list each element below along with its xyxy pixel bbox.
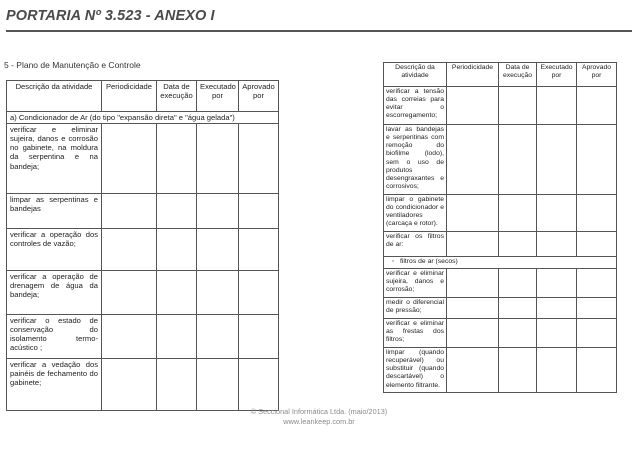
cell-approved-by[interactable]: [577, 195, 617, 232]
col-header-execution-date: Data de execução: [499, 63, 537, 87]
table-row: [7, 359, 279, 411]
cell-periodicity[interactable]: [102, 359, 157, 411]
cell-approved-by[interactable]: [239, 229, 279, 271]
cell-approved-by[interactable]: [239, 194, 279, 229]
page-title: PORTARIA Nº 3.523 - ANEXO I: [6, 8, 215, 24]
title-divider: [6, 30, 632, 32]
table-row: [384, 319, 617, 348]
cell-approved-by[interactable]: [577, 298, 617, 319]
table-row: [384, 298, 617, 319]
subsection-row: [384, 257, 617, 269]
cell-execution-date[interactable]: [157, 315, 197, 359]
col-header-periodicity: Periodicidade: [102, 81, 157, 112]
maintenance-table-right: [383, 62, 617, 393]
subsection-label: a) Condicionador de Ar (do tipo "expansão direta" e "água gelada"): [7, 112, 279, 124]
table-header-row: [384, 63, 617, 87]
cell-executed-by[interactable]: [537, 125, 577, 195]
cell-approved-by[interactable]: [577, 125, 617, 195]
cell-periodicity[interactable]: [447, 125, 499, 195]
cell-executed-by[interactable]: [197, 229, 239, 271]
cell-execution-date[interactable]: [499, 87, 537, 125]
table-row: [7, 271, 279, 315]
subsection-label: filtros de ar (secos): [400, 258, 458, 265]
cell-periodicity[interactable]: [447, 348, 499, 393]
cell-execution-date[interactable]: [157, 359, 197, 411]
cell-executed-by[interactable]: [537, 298, 577, 319]
section-title: 5 - Plano de Manutenção e Controle: [4, 60, 141, 70]
table-row: [384, 125, 617, 195]
table-row: [384, 87, 617, 125]
cell-periodicity[interactable]: [102, 124, 157, 194]
table-row: [7, 194, 279, 229]
cell-approved-by[interactable]: [577, 269, 617, 298]
table-row: [384, 269, 617, 298]
cell-execution-date[interactable]: [157, 124, 197, 194]
activity-description: verificar e eliminar sujeira, danos e corrosão;: [384, 269, 447, 298]
cell-periodicity[interactable]: [447, 298, 499, 319]
col-header-periodicity: Periodicidade: [447, 63, 499, 87]
footer-copyright: © Seccional Informática Ltda. (maio/2013): [250, 407, 388, 416]
cell-execution-date[interactable]: [499, 319, 537, 348]
table-row: [384, 348, 617, 393]
cell-approved-by[interactable]: [577, 348, 617, 393]
cell-executed-by[interactable]: [197, 271, 239, 315]
col-header-description: Descrição da atividade: [384, 63, 447, 87]
activity-description: lavar as bandejas e serpentinas com remoção do biofilme (lodo), sem o uso de produtos desengraxantes e corrosivos;: [384, 125, 447, 195]
subsection-cell: [384, 257, 617, 269]
col-header-approved-by: Aprovado por: [577, 63, 617, 87]
cell-executed-by[interactable]: [197, 315, 239, 359]
cell-executed-by[interactable]: [537, 348, 577, 393]
activity-description: verificar o estado de conservação do isolamento termo-acústico ;: [7, 315, 102, 359]
cell-approved-by[interactable]: [577, 319, 617, 348]
col-header-approved-by: Aprovado por: [239, 81, 279, 112]
activity-description: verificar a operação de drenagem de água da bandeja;: [7, 271, 102, 315]
table-row: [384, 195, 617, 232]
col-header-execution-date: Data de execução: [157, 81, 197, 112]
cell-executed-by[interactable]: [537, 232, 577, 257]
cell-approved-by[interactable]: [239, 124, 279, 194]
cell-executed-by[interactable]: [537, 269, 577, 298]
cell-execution-date[interactable]: [157, 271, 197, 315]
activity-description: limpar (quando recuperável) ou substituir (quando descartável) o elemento filtrante.: [384, 348, 447, 393]
cell-periodicity[interactable]: [102, 229, 157, 271]
activity-description: verificar e eliminar as frestas dos filtros;: [384, 319, 447, 348]
table-row: [7, 124, 279, 194]
cell-periodicity[interactable]: [447, 269, 499, 298]
cell-periodicity[interactable]: [102, 271, 157, 315]
cell-periodicity[interactable]: [447, 319, 499, 348]
cell-periodicity[interactable]: [447, 232, 499, 257]
cell-execution-date[interactable]: [499, 125, 537, 195]
cell-periodicity[interactable]: [447, 195, 499, 232]
cell-approved-by[interactable]: [239, 315, 279, 359]
cell-execution-date[interactable]: [157, 194, 197, 229]
table-header-row: [7, 81, 279, 112]
subsection-row: [7, 112, 279, 124]
cell-executed-by[interactable]: [537, 195, 577, 232]
table-row: [7, 315, 279, 359]
activity-description: medir o diferencial de pressão;: [384, 298, 447, 319]
cell-approved-by[interactable]: [577, 87, 617, 125]
cell-approved-by[interactable]: [577, 232, 617, 257]
cell-executed-by[interactable]: [197, 124, 239, 194]
table-row: [7, 229, 279, 271]
col-header-description: Descrição da atividade: [7, 81, 102, 112]
cell-execution-date[interactable]: [157, 229, 197, 271]
activity-description: verificar e eliminar sujeira, danos e corrosão no gabinete, na moldura da serpentina e na bandeja;: [7, 124, 102, 194]
cell-periodicity[interactable]: [102, 315, 157, 359]
cell-execution-date[interactable]: [499, 269, 537, 298]
activity-description: verificar a operação dos controles de vazão;: [7, 229, 102, 271]
maintenance-table-left: [6, 80, 279, 411]
activity-description: verificar a vedação dos painéis de fechamento do gabinete;: [7, 359, 102, 411]
table-row: [384, 232, 617, 257]
cell-approved-by[interactable]: [239, 271, 279, 315]
cell-executed-by[interactable]: [197, 194, 239, 229]
cell-execution-date[interactable]: [499, 195, 537, 232]
footer-website-link[interactable]: www.leankeep.com.br: [283, 417, 355, 426]
cell-execution-date[interactable]: [499, 232, 537, 257]
bullet-icon: ◦: [391, 258, 395, 265]
cell-execution-date[interactable]: [499, 298, 537, 319]
cell-executed-by[interactable]: [197, 359, 239, 411]
activity-description: limpar o gabinete do condicionador e ventiladores (carcaça e rotor).: [384, 195, 447, 232]
cell-executed-by[interactable]: [537, 319, 577, 348]
cell-executed-by[interactable]: [537, 87, 577, 125]
activity-description: verificar os filtros de ar:: [384, 232, 447, 257]
col-header-executed-by: Executado por: [537, 63, 577, 87]
activity-description: verificar a tensão das correias para evitar o escorregamento;: [384, 87, 447, 125]
cell-approved-by[interactable]: [239, 359, 279, 411]
cell-periodicity[interactable]: [102, 194, 157, 229]
cell-execution-date[interactable]: [499, 348, 537, 393]
activity-description: limpar as serpentinas e bandejas: [7, 194, 102, 229]
cell-periodicity[interactable]: [447, 87, 499, 125]
col-header-executed-by: Executado por: [197, 81, 239, 112]
